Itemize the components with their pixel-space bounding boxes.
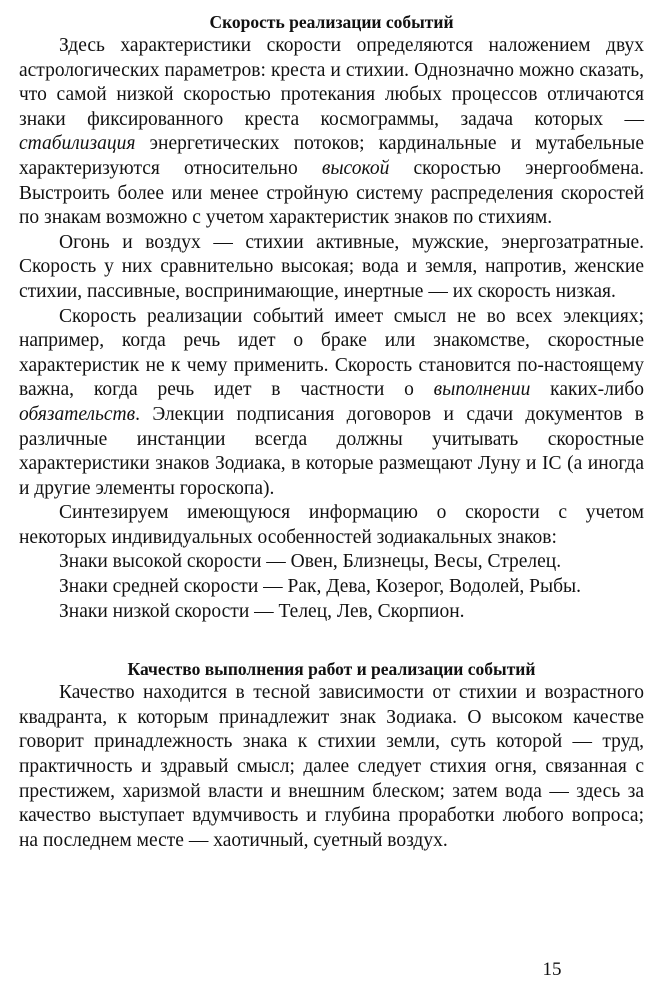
signs-medium-speed: Знаки средней скорости — Рак, Дева, Козерог, Водолей, Рыбы.: [59, 576, 581, 598]
paragraph-text: Скорость реализации событий имеет смысл не во всех элекциях; например, когда речь идет о браке или знакомстве, скоростные характеристик не к чему применить. Скорость становится по-настоящему важна, когда речь идет в частности о: [19, 305, 644, 401]
paragraph-quality: Качество находится в тесной зависимости от стихии и возрастного квадранта, к которым принадлежит знак Зодиака. О высоком качестве говорит принадлежность знака к стихии земли, суть которой — труд, практичность и здравый смысл; далее следует стихия огня, связанная с престижем, харизмой власти и внешним блеском; затем вода — здесь за качество выступает вдумчивость и глубина проработки любого вопроса; на последнем месте — хаотичный, суетный воздух.: [19, 682, 644, 851]
signs-low-speed: Знаки низкой скорости — Телец, Лев, Скорпион.: [59, 600, 465, 622]
paragraph-text: Здесь характеристики скорости определяются наложением двух астрологических параметров: креста и стихии. Однозначно можно сказать, что самой низкой скоростью протекания любых процессов отличаются знаки фиксированного креста космограммы, задача которых —: [19, 35, 644, 130]
section-spacer: [19, 624, 644, 657]
paragraph-text: скоростью энергообмена. Выстроить более или менее стройную систему распределения скоростей по знакам возможно с учетом характеристик знаков по стихиям.: [19, 157, 644, 229]
page-content: [19, 10, 644, 853]
paragraph-text: . Элекции подписания договоров и сдачи документов в различные инстанции всегда должны учитывать скоростные характеристики знаков Зодиака, в которые размещают Луну и IC (а иногда и другие элементы гороскопа).: [19, 403, 644, 499]
paragraph-synthesis: Синтезируем имеющуюся информацию о скорости с учетом некоторых индивидуальных особенностей зодиакальных знаков:: [19, 502, 644, 548]
emphasis-obligations: обязательств: [19, 403, 136, 425]
paragraph-elements: Огонь и воздух — стихии активные, мужские, энергозатратные. Скорость у них сравнительно высокая; вода и земля, напротив, женские стихии, пассивные, воспринимающие, инертные — их скорость низкая.: [19, 231, 644, 302]
page-number: 15: [542, 959, 562, 980]
paragraph-elections: [19, 305, 644, 502]
signs-high-speed: Знаки высокой скорости — Овен, Близнецы, Весы, Стрелец.: [59, 551, 562, 573]
section-title-speed: Скорость реализации событий: [209, 12, 454, 32]
emphasis-stabilization: стабилизация: [19, 133, 136, 155]
emphasis-high: высокой: [321, 157, 390, 179]
paragraph-speed-intro: [19, 34, 644, 231]
section-title-quality: Качество выполнения работ и реализации событий: [127, 659, 536, 680]
paragraph-text: энергетических потоков; кардинальные и мутабельные характеризуются относительно: [19, 133, 644, 179]
emphasis-execution: выполнении: [433, 379, 531, 401]
paragraph-text: каких-либо: [530, 379, 645, 401]
